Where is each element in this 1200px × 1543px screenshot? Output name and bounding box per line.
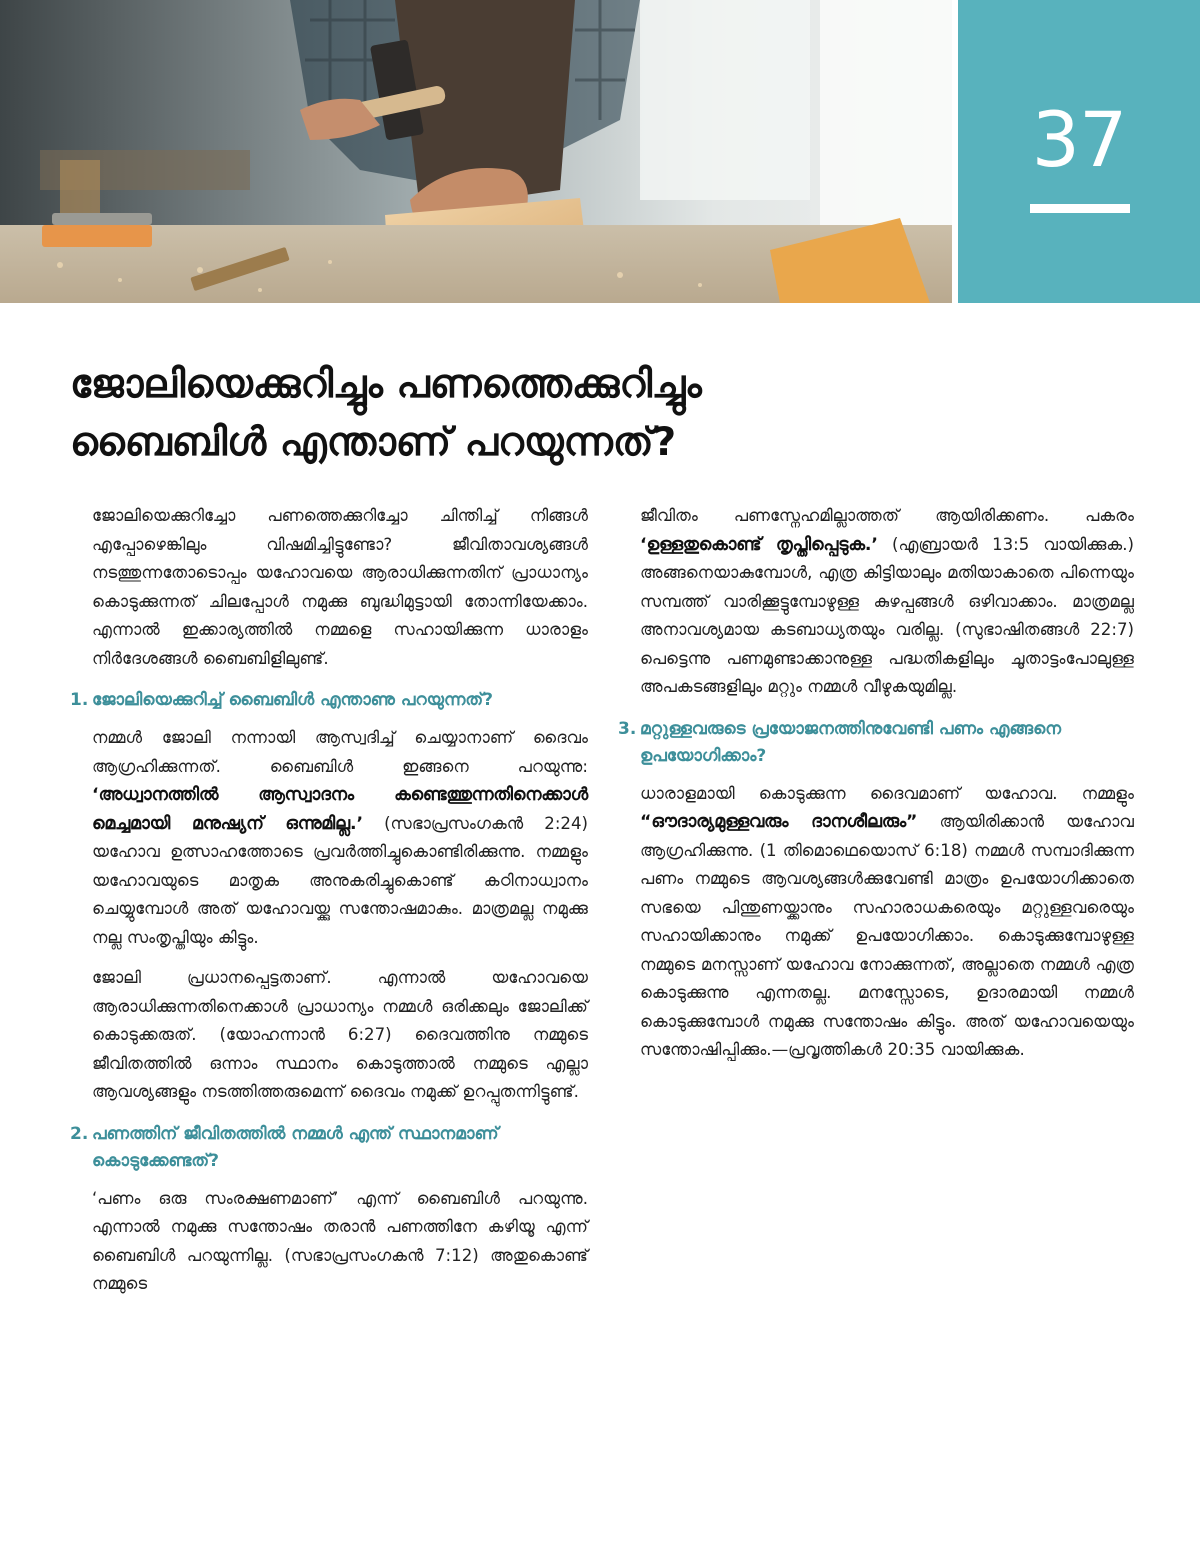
page-title — [70, 356, 1130, 472]
section-3-question-text: മറ്റുള്ളവരുടെ പ്രയോജനത്തിനുവേണ്ടി പണം എങ്ങനെ ഉപയോഗിക്കാം? — [640, 718, 1062, 766]
chapter-badge — [958, 0, 1200, 303]
section-1-number: 1. — [70, 690, 89, 710]
right-column — [618, 502, 1135, 1077]
section-3-question — [618, 716, 1134, 770]
title-line-1: ജോലിയെക്കുറിച്ചും പണത്തെക്കുറിച്ചും — [70, 362, 702, 407]
section-1-scripture-quote: ‘അധ്വാനത്തിൽ ആസ്വാദനം കണ്ടെത്തുന്നതിനെക്കാൾ മെച്ചമായി മനുഷ്യന് ഒന്നുമില്ല.’ — [92, 785, 588, 834]
header-photo — [0, 0, 952, 303]
section-2-paragraph-1-continued — [640, 502, 1134, 702]
section-2-p1-text-b: (എബ്രായർ 13:5 വായിക്കുക.) അങ്ങനെയാകുമ്പോൾ, എത്ര കിട്ടിയാലും മതിയാകാതെ പിന്നെയും സമ്പത്ത് വാരിക്കൂട്ടുമ്പോഴുള്ള കുഴപ്പങ്ങൾ ഒഴിവാക്കാം. മാത്രമല്ല അനാവശ്യമായ കടബാധ്യതയും വരില്ല. (സുഭാഷിതങ്ങൾ 22:7) പെട്ടെന്നു പണമുണ്ടാക്കാനുള്ള പദ്ധതികളിലും ചൂതാട്ടംപോലുള്ള അപകടങ്ങളിലും മറ്റും നമ്മൾ വീഴുകയുമില്ല. — [640, 534, 1135, 696]
section-3-scripture-quote: “ഔദാര്യമുള്ളവരും ദാനശീലരും” — [640, 812, 918, 832]
section-3-p1-text-a: ധാരാളമായി കൊടുക്കുന്ന ദൈവമാണ് യഹോവ. നമ്മളും — [640, 783, 1134, 803]
section-2-paragraph-1-start: ‘പണം ഒരു സംരക്ഷണമാണ്’ എന്ന് ബൈബിൾ പറയുന്നു. എന്നാൽ നമുക്കു സന്തോഷം തരാൻ പണത്തിനേ കഴിയൂ എന്ന് ബൈബിൾ പറയുന്നില്ല. (സഭാപ്രസംഗകൻ 7:12) അതുകൊണ്ട് നമ്മുടെ — [92, 1188, 588, 1293]
section-1-question — [70, 687, 588, 714]
section-3-p1-text-b: ആയിരിക്കാൻ യഹോവ ആഗ്രഹിക്കുന്നു. (1 തിമൊഥെയൊസ് 6:18) നമ്മൾ സമ്പാദിക്കുന്ന പണം നമ്മുടെ ആവശ്യങ്ങൾക്കുവേണ്ടി മാത്രം ഉപയോഗിക്കാതെ സഭയെ പിന്തുണയ്ക്കാനും സഹാരാധകരെയും മറ്റുള്ളവരെയും സഹായിക്കാനും നമുക്ക് ഉപയോഗിക്കാം. കൊടുക്കുമ്പോഴുള്ള നമ്മുടെ മനസ്സാണ് യഹോവ നോക്കുന്നത്, അല്ലാതെ നമ്മൾ എത്ര കൊടുക്കുന്നു എന്നതല്ല. മനസ്സോടെ, ഉദാരമായി നമ്മൾ കൊടുക്കുമ്പോൾ നമുക്കു സന്തോഷം കിട്ടും. അത് യഹോവയെയും സന്തോഷിപ്പിക്കും.—പ്രവൃത്തികൾ 20:35 വായിക്കുക. — [640, 812, 1134, 1059]
carpenter-hammering-illustration — [0, 0, 952, 303]
chapter-underline — [1030, 204, 1130, 213]
section-2-number: 2. — [70, 1123, 89, 1144]
section-1-question-text: ജോലിയെക്കുറിച്ച് ബൈബിൾ എന്താണു പറയുന്നത്? — [92, 690, 494, 710]
section-1-paragraph-2: ജോലി പ്രധാനപ്പെട്ടതാണ്. എന്നാൽ യഹോവയെ ആരാധിക്കുന്നതിനെക്കാൾ പ്രാധാന്യം നമ്മൾ ഒരിക്കലും ജോലിക്ക് കൊടുക്കരുത്. (യോഹന്നാൻ 6:27) ദൈവത്തിനു നമ്മുടെ ജീവിതത്തിൽ ഒന്നാം സ്ഥാനം കൊടുത്താൽ നമ്മുടെ എല്ലാ ആവശ്യങ്ങളും നടത്തിത്തരുമെന്ന് ദൈവം നമുക്ക് ഉറപ്പുതന്നിട്ടുണ്ട്. — [92, 968, 588, 1101]
section-1-paragraph-1 — [92, 724, 588, 952]
section-2-scripture-quote: ‘ഉള്ളതുകൊണ്ട് തൃപ്തിപ്പെടുക.’ — [640, 534, 878, 555]
intro-paragraph: ജോലിയെക്കുറിച്ചോ പണത്തെക്കുറിച്ചോ ചിന്തിച്ച് നിങ്ങൾ എപ്പോഴെങ്കിലും വിഷമിച്ചിട്ടുണ്ടോ? ജീവിതാവശ്യങ്ങൾ നടത്തുന്നതോടൊപ്പം യഹോവയെ ആരാധിക്കുന്നതിന് പ്രാധാന്യം കൊടുക്കുന്നത് ചിലപ്പോൾ നമുക്കു ബുദ്ധിമുട്ടായി തോന്നിയേക്കാം. എന്നാൽ ഇക്കാര്യത്തിൽ നമ്മളെ സഹായിക്കുന്ന ധാരാളം നിർദേശങ്ങൾ ബൈബിളിലുണ്ട്. — [92, 506, 588, 668]
title-line-2: ബൈബിൾ എന്താണ് പറയുന്നത്? — [70, 420, 677, 465]
section-3-number: 3. — [618, 718, 637, 739]
chapter-number: 37 — [1031, 95, 1127, 184]
section-1-p1-text-b: (സഭാപ്രസംഗകൻ 2:24) യഹോവ ഉത്സാഹത്തോടെ പ്രവർത്തിച്ചുകൊണ്ടിരിക്കുന്നു. നമ്മളും യഹോവയുടെ മാതൃക അനുകരിച്ചുകൊണ്ട് കഠിനാധ്വാനം ചെയ്യുമ്പോൾ അത് യഹോവയ്ക്കു സന്തോഷമാകും. മാത്രമല്ല നമുക്കു നല്ല സംതൃപ്തിയും കിട്ടും. — [92, 813, 588, 947]
section-3-paragraph-1 — [640, 780, 1134, 1065]
section-1-p1-text-a: നമ്മൾ ജോലി നന്നായി ആസ്വദിച്ച് ചെയ്യാനാണ് ദൈവം ആഗ്രഹിക്കുന്നത്. ബൈബിൾ ഇങ്ങനെ പറയുന്നു: — [92, 728, 588, 776]
section-2-question — [70, 1121, 588, 1175]
section-2-question-text: പണത്തിന് ജീവിതത്തിൽ നമ്മൾ എന്ത് സ്ഥാനമാണ് കൊടുക്കേണ്ടത്? — [92, 1123, 499, 1171]
left-column — [70, 502, 588, 1311]
section-2-p1-text-a: ജീവിതം പണസ്നേഹമില്ലാത്തത് ആയിരിക്കണം. പകരം — [640, 506, 1134, 525]
